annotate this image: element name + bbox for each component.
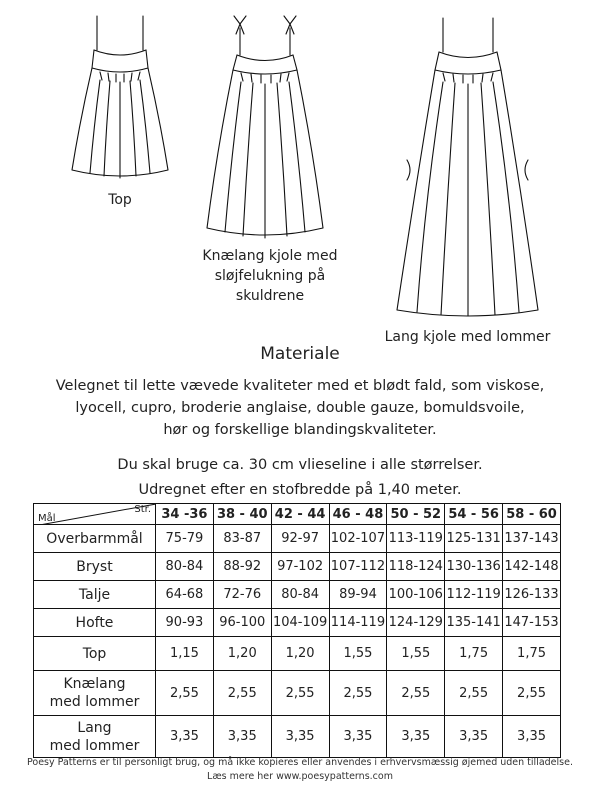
table-cell: 113-119	[387, 525, 445, 553]
table-cell: 80-84	[271, 581, 329, 609]
table-cell: 88-92	[213, 553, 271, 581]
row-label: Bryst	[34, 553, 156, 581]
table-cell: 83-87	[213, 525, 271, 553]
table-cell: 97-102	[271, 553, 329, 581]
size-header: 58 - 60	[503, 504, 561, 525]
row-label	[34, 671, 156, 716]
table-cell: 80-84	[156, 553, 214, 581]
table-cell: 3,35	[445, 716, 503, 758]
table-cell: 112-119	[445, 581, 503, 609]
table-cell: 2,55	[329, 671, 387, 716]
description-line: lyocell, cupro, broderie anglaise, double gauze, bomuldsvoile,	[75, 400, 525, 416]
caption-line: Lang kjole med lommer	[384, 329, 551, 345]
table-row	[34, 581, 561, 609]
table-cell: 137-143	[503, 525, 561, 553]
footer-website: Læs mere her www.poesypatterns.com	[207, 771, 393, 782]
table-cell: 1,20	[213, 637, 271, 671]
footer-copyright: Poesy Patterns er til personligt brug, og må ikke kopieres eller anvendes i erhvervsmæssig øjemed uden tilladelse.	[27, 757, 573, 768]
table-cell: 3,35	[213, 716, 271, 758]
table-row	[34, 716, 561, 758]
table-cell: 1,75	[503, 637, 561, 671]
table-cell: 142-148	[503, 553, 561, 581]
size-header: 42 - 44	[271, 504, 329, 525]
table-row	[34, 553, 561, 581]
row-label: Hofte	[34, 609, 156, 637]
table-cell: 1,55	[387, 637, 445, 671]
table-cell: 2,55	[387, 671, 445, 716]
table-cell: 75-79	[156, 525, 214, 553]
size-header: 34 -36	[156, 504, 214, 525]
table-cell: 2,55	[213, 671, 271, 716]
material-description	[0, 375, 600, 441]
table-row	[34, 671, 561, 716]
size-header: 38 - 40	[213, 504, 271, 525]
table-row	[34, 609, 561, 637]
table-cell: 3,35	[271, 716, 329, 758]
table-cell: 1,15	[156, 637, 214, 671]
size-header: 54 - 56	[445, 504, 503, 525]
table-cell: 90-93	[156, 609, 214, 637]
table-cell: 3,35	[156, 716, 214, 758]
row-label-line: med lommer	[49, 737, 140, 754]
corner-size-label: Str.	[134, 504, 151, 515]
table-cell: 147-153	[503, 609, 561, 637]
table-cell: 100-106	[387, 581, 445, 609]
table-cell: 125-131	[445, 525, 503, 553]
row-label-line: med lommer	[49, 694, 140, 710]
caption-top	[40, 190, 200, 210]
caption-knee-length	[190, 246, 350, 306]
table-cell: 114-119	[329, 609, 387, 637]
dress-long-illustration	[385, 10, 550, 320]
table-cell: 2,55	[445, 671, 503, 716]
caption-line: Top	[108, 192, 132, 208]
table-cell: 118-124	[387, 553, 445, 581]
row-label	[34, 716, 156, 758]
table-row	[34, 525, 561, 553]
table-cell: 107-112	[329, 553, 387, 581]
description-line: hør og forskellige blandingskvaliteter.	[163, 422, 437, 438]
dress-top-illustration	[60, 10, 180, 185]
table-cell: 2,55	[503, 671, 561, 716]
table-cell: 1,20	[271, 637, 329, 671]
row-label: Overbarmmål	[34, 525, 156, 553]
corner-measure-label: Mål	[38, 513, 56, 524]
table-cell: 3,35	[329, 716, 387, 758]
table-cell: 92-97	[271, 525, 329, 553]
table-cell: 3,35	[503, 716, 561, 758]
table-cell: 1,55	[329, 637, 387, 671]
table-cell: 135-141	[445, 609, 503, 637]
table-cell: 96-100	[213, 609, 271, 637]
table-row	[34, 637, 561, 671]
table-cell: 124-129	[387, 609, 445, 637]
size-header: 46 - 48	[329, 504, 387, 525]
table-cell: 72-76	[213, 581, 271, 609]
caption-line: skuldrene	[235, 288, 305, 304]
table-cell: 1,75	[445, 637, 503, 671]
interfacing-note: Du skal bruge ca. 30 cm vlieseline i alle størrelser.	[117, 457, 483, 473]
description-line: Velegnet til lette vævede kvaliteter med et blødt fald, som viskose,	[55, 378, 545, 394]
table-cell: 2,55	[271, 671, 329, 716]
row-label-line: Lang	[77, 719, 112, 736]
table-cell: 102-107	[329, 525, 387, 553]
size-header: 50 - 52	[387, 504, 445, 525]
table-cell: 130-136	[445, 553, 503, 581]
dress-knee-length-illustration	[195, 10, 335, 245]
row-label: Talje	[34, 581, 156, 609]
caption-line: Knælang kjole med	[202, 248, 338, 264]
table-corner-cell	[34, 504, 156, 525]
material-heading: Materiale	[260, 344, 340, 364]
caption-line: sløjfelukning på	[214, 268, 326, 284]
size-table	[33, 503, 561, 758]
table-cell: 64-68	[156, 581, 214, 609]
fabric-width-note: Udregnet efter en stofbredde på 1,40 meter.	[138, 482, 462, 498]
row-label: Top	[34, 637, 156, 671]
table-cell: 126-133	[503, 581, 561, 609]
table-cell: 3,35	[387, 716, 445, 758]
table-cell: 104-109	[271, 609, 329, 637]
table-cell: 2,55	[156, 671, 214, 716]
table-header-row	[34, 504, 561, 525]
table-cell: 89-94	[329, 581, 387, 609]
row-label-line: Knælang	[63, 676, 126, 692]
